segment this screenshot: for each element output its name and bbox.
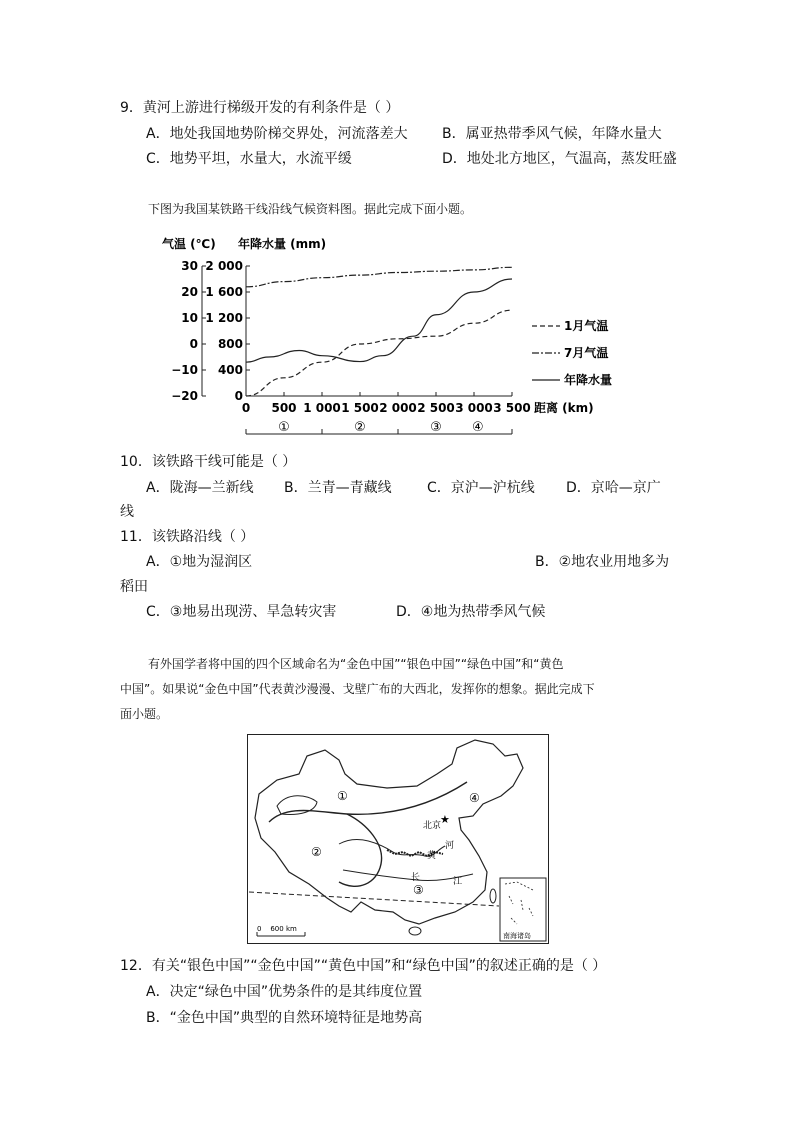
chart-intro: 下图为我国某铁路干线沿线气候资料图。据此完成下面小题。 — [148, 202, 473, 216]
map-label-region-2: ② — [311, 845, 322, 859]
map-label-he: 河 — [445, 841, 455, 851]
segment-label: ② — [354, 420, 366, 435]
climate-chart — [150, 230, 650, 440]
q10-option-a: A．陇海—兰新线 — [146, 480, 254, 496]
temp-tick-label: 20 — [181, 285, 198, 299]
x-tick-label: 3 000 — [455, 401, 493, 415]
q11-option-d: D．④地为热带季风气候 — [396, 604, 546, 620]
precip-tick-label: 0 — [234, 389, 243, 403]
q11-option-c: C．③地易出现涝、旱急转灾害 — [146, 604, 337, 620]
inset-label: 南海诸岛 — [503, 932, 531, 940]
x-tick-label: 2 000 — [379, 401, 417, 415]
precip-tick-label: 800 — [217, 337, 243, 351]
q11-option-b-wrap: 稻田 — [120, 579, 148, 595]
temp-axis-title: 气温 (℃) — [162, 237, 216, 251]
x-tick-label: 1 000 — [303, 401, 341, 415]
precip-tick-label: 400 — [217, 363, 243, 377]
q9-option-d: D．地处北方地区，气温高，蒸发旺盛 — [442, 151, 677, 167]
precip-tick-label: 2 000 — [205, 259, 243, 273]
precip-tick-label: 1 200 — [205, 311, 243, 325]
map-intro-line3: 面小题。 — [120, 707, 169, 721]
segment-label: ④ — [471, 420, 484, 435]
precip-axis-title: 年降水量 (mm) — [238, 237, 327, 251]
q11-option-b: B．②地农业用地多为 — [535, 554, 670, 570]
series-line-3 — [246, 279, 512, 362]
legend-label-2: 7月气温 — [564, 346, 609, 360]
legend-label-1: 1月气温 — [564, 319, 609, 333]
legend-label-3: 年降水量 — [564, 373, 613, 387]
china-region-map — [247, 734, 549, 944]
scale-label: 0 600 km — [257, 925, 297, 933]
x-tick-label: 0 — [241, 401, 251, 415]
temp-tick-label: 30 — [181, 259, 198, 273]
map-label-region-4: ④ — [469, 791, 480, 805]
map-intro-line2: 中国”。如果说“金色中国”代表黄沙漫漫、戈壁广布的大西北，发挥你的想象。据此完成下 — [120, 682, 595, 696]
q12-option-a: A．决定“绿色中国”优势条件的是其纬度位置 — [146, 984, 423, 1000]
q10-option-d: D．京哈—京广 — [566, 480, 661, 496]
x-axis-title: 距离 (km) — [534, 401, 594, 415]
q10-stem: 10．该铁路干线可能是（ ） — [120, 454, 297, 470]
map-label-region-1: ① — [337, 789, 348, 803]
map-label-beijing: 北京 — [423, 821, 442, 831]
q9-option-c: C．地势平坦，水量大，水流平缓 — [146, 151, 352, 167]
temp-tick-label: −20 — [171, 389, 198, 403]
x-tick-label: 1 500 — [341, 401, 379, 415]
x-tick-label: 500 — [271, 401, 297, 415]
temp-tick-label: 10 — [181, 311, 198, 325]
precip-tick-label: 1 600 — [205, 285, 243, 299]
map-intro-line1: 有外国学者将中国的四个区域命名为“金色中国”“银色中国”“绿色中国”和“黄色 — [148, 657, 564, 671]
q12-option-b: B．“金色中国”典型的自然环境特征是地势高 — [146, 1010, 423, 1026]
q11-stem: 11．该铁路沿线（ ） — [120, 529, 255, 545]
segment-label: ③ — [430, 420, 442, 435]
x-tick-label: 3 500 — [493, 401, 531, 415]
q12-stem: 12．有关“银色中国”“金色中国”“黄色中国”和“绿色中国”的叙述正确的是（ ） — [120, 958, 607, 974]
q11-option-a: A．①地为湿润区 — [146, 554, 253, 570]
q10-option-b: B．兰青—青藏线 — [284, 480, 392, 496]
map-label-region-3: ③ — [413, 883, 424, 897]
beijing-star-icon: ★ — [440, 813, 450, 826]
q10-option-c: C．京沪—沪杭线 — [427, 480, 535, 496]
temp-tick-label: 0 — [189, 337, 198, 351]
map-label-huang: 黄 — [427, 851, 437, 861]
map-label-chang: 长 — [411, 873, 421, 883]
segment-label: ① — [278, 420, 290, 435]
series-line-2 — [246, 267, 512, 287]
q10-option-d-wrap: 线 — [120, 504, 134, 520]
temp-tick-label: −10 — [171, 363, 198, 377]
q9-option-a: A．地处我国地势阶梯交界处，河流落差大 — [146, 126, 408, 142]
x-tick-label: 2 500 — [417, 401, 455, 415]
q9-stem: 9．黄河上游进行梯级开发的有利条件是（ ） — [120, 100, 400, 116]
q9-option-b: B．属亚热带季风气候，年降水量大 — [442, 126, 662, 142]
map-label-jiang: 江 — [453, 877, 463, 887]
